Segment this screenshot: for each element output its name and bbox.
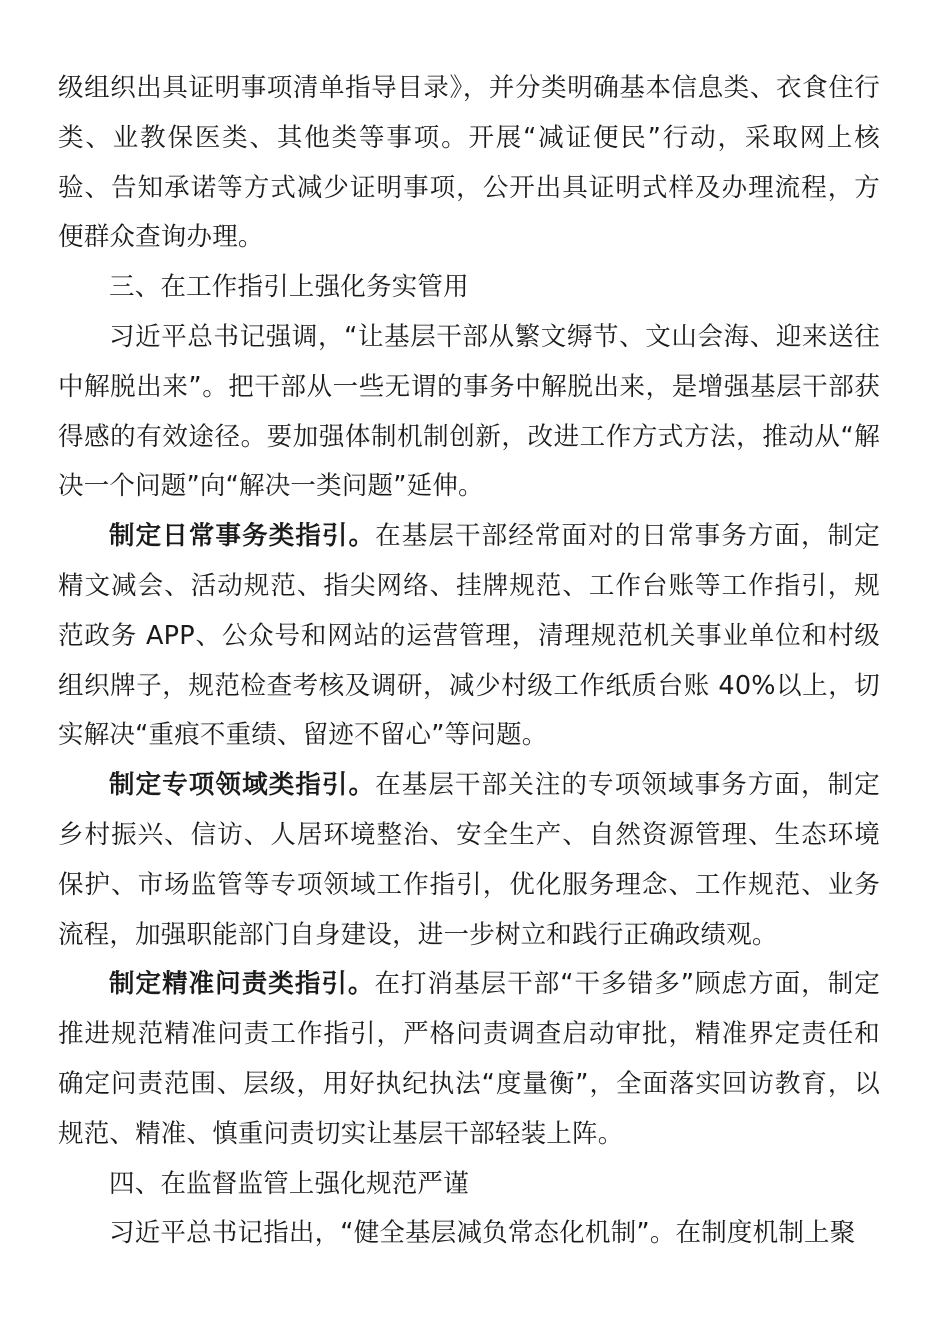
item-3-title: 制定精准问责类指引。 [109, 969, 375, 1000]
item-2-body: 在基层干部关注的专项领域事务方面，制定乡村振兴、信访、人居环境整治、安全生产、自然资源管理、生态环境保护、市场监管等专项领域工作指引，优化服务理念、工作规范、业务流程，加强职能部门自身建设，进一步树立和践行正确政绩观。 [58, 770, 880, 950]
section-4-intro-paragraph: 习近平总书记指出，“健全基层减负常态化机制”。在制度机制上聚 [109, 1218, 856, 1249]
item-1-paragraph [58, 512, 880, 761]
item-1-body: 在基层干部经常面对的日常事务方面，制定精文减会、活动规范、指尖网络、挂牌规范、工作台账等工作指引，规范政务 APP、公众号和网站的运营管理，清理规范机关事业单位和村级组织牌子，规范检查考核及调研，减少村级工作纸质台账 40%以上，切实解决“重痕不重绩、留迹不留心”等问题。 [58, 521, 880, 751]
section-3-intro-paragraph: 习近平总书记强调，“让基层干部从繁文缛节、文山会海、迎来送往中解脱出来”。把干部从一些无谓的事务中解脱出来，是增强基层干部获得感的有效途径。要加强体制机制创新，改进工作方式方法，推动从“解决一个问题”向“解决一类问题”延伸。 [58, 321, 880, 502]
item-3-paragraph [58, 960, 880, 1159]
item-2-title: 制定专项领域类指引。 [109, 770, 376, 801]
section-4-heading: 四、在监督监管上强化规范严谨 [109, 1168, 469, 1199]
item-2-paragraph [58, 761, 880, 960]
document-body [58, 64, 880, 1259]
section-3-heading: 三、在工作指引上强化务实管用 [109, 272, 469, 303]
continuation-paragraph: 级组织出具证明事项清单指导目录》，并分类明确基本信息类、衣食住行类、业教保医类、其他类等事项。开展“减证便民”行动，采取网上核验、告知承诺等方式减少证明事项，公开出具证明式样及办理流程，方便群众查询办理。 [58, 73, 880, 253]
item-1-title: 制定日常事务类指引。 [109, 521, 376, 552]
item-3-body: 在打消基层干部“干多错多”顾虑方面，制定推进规范精准问责工作指引，严格问责调查启动审批，精准界定责任和确定问责范围、层级，用好执纪执法“度量衡”，全面落实回访教育，以规范、精准、慎重问责切实让基层干部轻装上阵。 [58, 969, 880, 1149]
